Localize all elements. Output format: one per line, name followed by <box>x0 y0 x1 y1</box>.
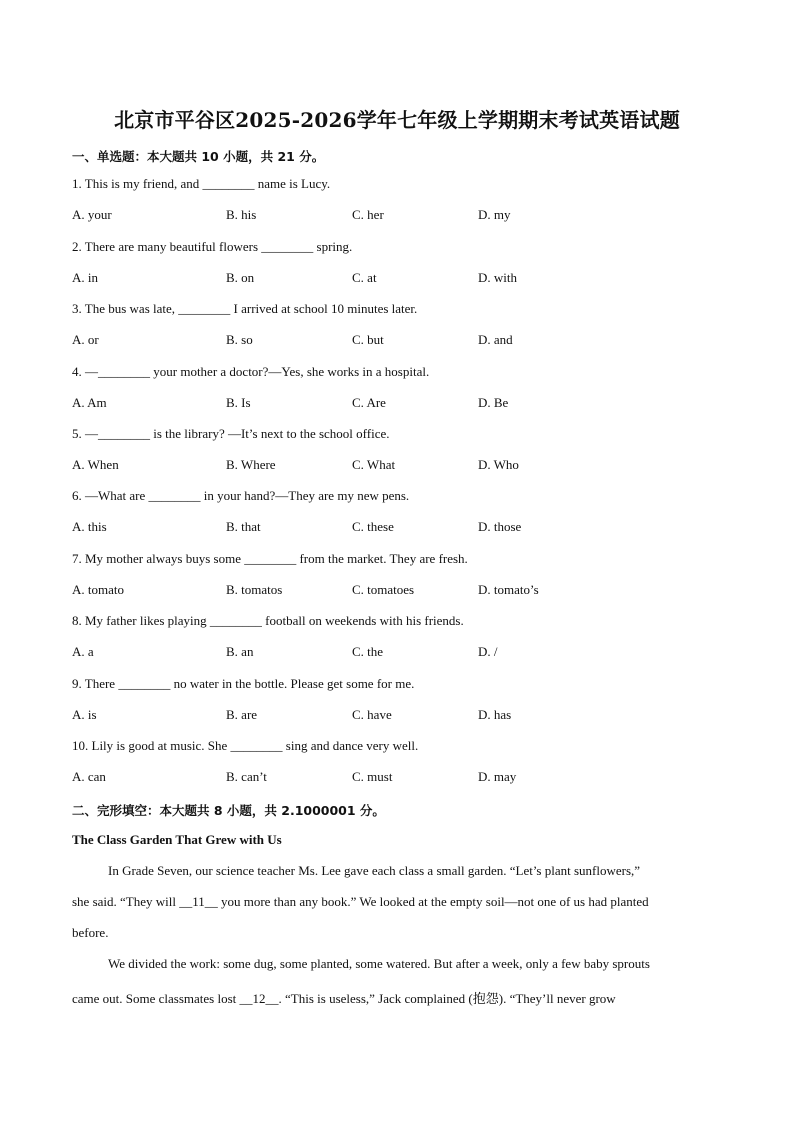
answer-option: A. tomato <box>72 582 124 597</box>
section-heading-cloze: 二、完形填空：本大题共 8 小题，共 2.1000001 分。 <box>72 803 385 818</box>
answer-option: B. Where <box>226 457 276 472</box>
question-stem: 2. There are many beautiful flowers ________ spring. <box>72 239 353 254</box>
answer-option: A. Am <box>72 395 107 410</box>
answer-option: A. this <box>72 519 107 534</box>
section-heading-single-choice: 一、单选题：本大题共 10 小题，共 21 分。 <box>72 149 325 164</box>
answer-option: B. on <box>226 270 255 285</box>
answer-option: D. tomato’s <box>478 582 539 597</box>
question-stem: 7. My mother always buys some ________ from the market. They are fresh. <box>72 551 468 566</box>
question-stem: 1. This is my friend, and ________ name is Lucy. <box>72 176 331 191</box>
answer-option: C. have <box>352 707 392 722</box>
passage-line: We divided the work: some dug, some planted, some watered. But after a week, only a few baby sprouts <box>108 956 650 971</box>
answer-option: C. the <box>352 644 384 659</box>
answer-option: A. is <box>72 707 97 722</box>
question-stem: 5. —________ is the library? —It’s next to the school office. <box>72 426 390 441</box>
answer-option: C. tomatoes <box>352 582 415 597</box>
passage-line: came out. Some classmates lost __12__. “This is useless,” Jack complained (抱怨). “They’ll never grow <box>72 991 616 1006</box>
answer-option: C. but <box>352 332 384 347</box>
question-stem: 6. —What are ________ in your hand?—They are my new pens. <box>72 488 410 503</box>
passage-line: before. <box>72 925 109 940</box>
answer-option: B. can’t <box>226 769 267 784</box>
answer-option: C. her <box>352 207 384 222</box>
answer-option: C. must <box>352 769 393 784</box>
answer-option: C. Are <box>352 395 386 410</box>
answer-option: D. those <box>478 519 522 534</box>
answer-option: B. an <box>226 644 254 659</box>
answer-option: D. my <box>478 207 511 222</box>
answer-option: D. and <box>478 332 513 347</box>
answer-option: B. are <box>226 707 258 722</box>
answer-option: B. his <box>226 207 257 222</box>
answer-option: D. / <box>478 644 498 659</box>
answer-option: D. with <box>478 270 517 285</box>
passage-line: she said. “They will __11__ you more than any book.” We looked at the empty soil—not one of us had planted <box>72 894 649 909</box>
answer-option: C. What <box>352 457 396 472</box>
question-stem: 9. There ________ no water in the bottle. Please get some for me. <box>72 676 415 691</box>
answer-option: B. so <box>226 332 253 347</box>
answer-option: D. has <box>478 707 512 722</box>
answer-option: D. Who <box>478 457 519 472</box>
question-stem: 4. —________ your mother a doctor?—Yes, she works in a hospital. <box>72 364 430 379</box>
answer-option: A. can <box>72 769 106 784</box>
answer-option: A. in <box>72 270 98 285</box>
answer-option: C. these <box>352 519 394 534</box>
question-stem: 10. Lily is good at music. She ________ sing and dance very well. <box>72 738 419 753</box>
answer-option: B. that <box>226 519 261 534</box>
page-title: 北京市平谷区2025-2026学年七年级上学期期末考试英语试题 <box>114 108 680 132</box>
answer-option: B. tomatos <box>226 582 283 597</box>
answer-option: A. a <box>72 644 94 659</box>
answer-option: A. or <box>72 332 99 347</box>
answer-option: A. your <box>72 207 112 222</box>
passage-title: The Class Garden That Grew with Us <box>72 832 282 847</box>
answer-option: B. Is <box>226 395 251 410</box>
answer-option: D. Be <box>478 395 509 410</box>
question-stem: 8. My father likes playing ________ football on weekends with his friends. <box>72 613 464 628</box>
answer-option: A. When <box>72 457 119 472</box>
answer-option: C. at <box>352 270 377 285</box>
question-stem: 3. The bus was late, ________ I arrived at school 10 minutes later. <box>72 301 418 316</box>
answer-option: D. may <box>478 769 517 784</box>
passage-line: In Grade Seven, our science teacher Ms. Lee gave each class a small garden. “Let’s plant sunflowers,” <box>108 863 641 878</box>
